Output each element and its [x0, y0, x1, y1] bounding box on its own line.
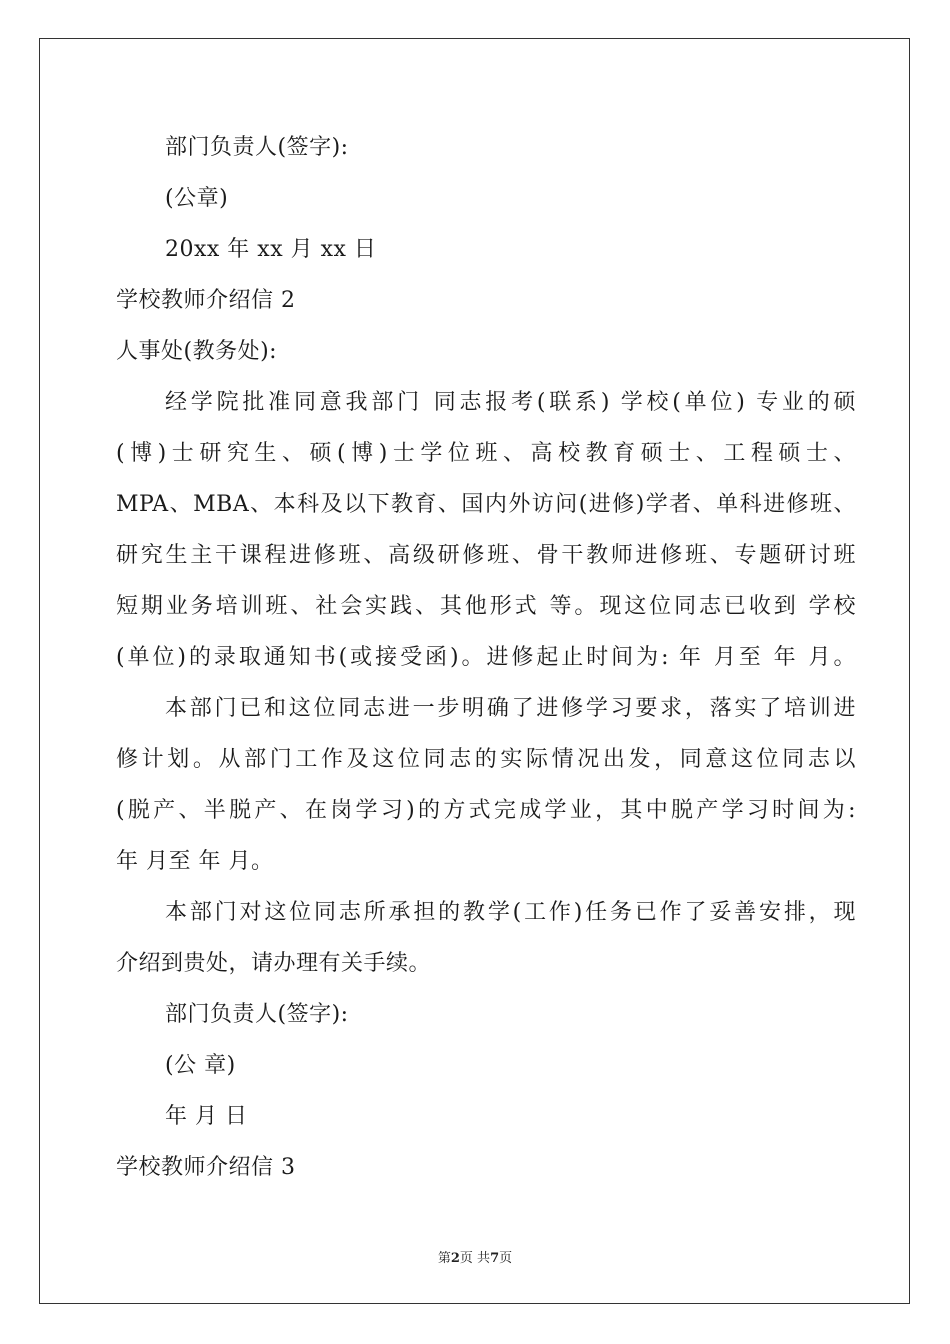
paragraph-line: (脱产、半脱产、在岗学习)的方式完成学业，其中脱产学习时间为:	[116, 798, 856, 823]
paragraph-line: 经学院批准同意我部门 同志报考(联系) 学校(单位) 专业的硕	[165, 390, 856, 415]
date-line: 年 月 日	[165, 1104, 248, 1129]
paragraph-line: 研究生主干课程进修班、高级研修班、骨干教师进修班、专题研讨班	[116, 543, 856, 568]
signature-line: 部门负责人(签字):	[165, 1002, 349, 1027]
current-page-number: 2	[450, 1251, 460, 1266]
paragraph-line: 短期业务培训班、社会实践、其他形式 等。现这位同志已收到 学校	[116, 594, 856, 619]
paragraph-line: (博)士研究生、硕(博)士学位班、高校教育硕士、工程硕士、	[116, 441, 856, 466]
paragraph-line: 修计划。从部门工作及这位同志的实际情况出发，同意这位同志以	[116, 747, 856, 772]
seal-line: (公章)	[165, 186, 229, 211]
document-body	[116, 122, 856, 1193]
signature-line: 部门负责人(签字):	[165, 135, 349, 160]
date-line: 20xx 年 xx 月 xx 日	[165, 237, 377, 262]
section-title: 学校教师介绍信 3	[116, 1155, 296, 1180]
paragraph-line: 本部门已和这位同志进一步明确了进修学习要求，落实了培训进	[165, 696, 856, 721]
paragraph-line: MPA、MBA、本科及以下教育、国内外访问(进修)学者、单科进修班、	[116, 492, 856, 517]
paragraph-line: 本部门对这位同志所承担的教学(工作)任务已作了妥善安排，现	[165, 900, 856, 925]
page-footer	[0, 1247, 950, 1266]
paragraph-line: (单位)的录取通知书(或接受函)。进修起止时间为: 年 月至 年 月。	[116, 645, 856, 670]
salutation: 人事处(教务处):	[116, 339, 278, 364]
paragraph-line: 年 月至 年 月。	[116, 849, 274, 874]
total-pages-number: 7	[490, 1251, 500, 1266]
paragraph-line: 介绍到贵处，请办理有关手续。	[116, 951, 432, 976]
section-title: 学校教师介绍信 2	[116, 288, 296, 313]
footer-mid: 页 共	[459, 1251, 491, 1266]
footer-prefix: 第	[437, 1251, 451, 1266]
footer-suffix: 页	[499, 1251, 513, 1266]
seal-line: (公 章)	[165, 1053, 236, 1078]
